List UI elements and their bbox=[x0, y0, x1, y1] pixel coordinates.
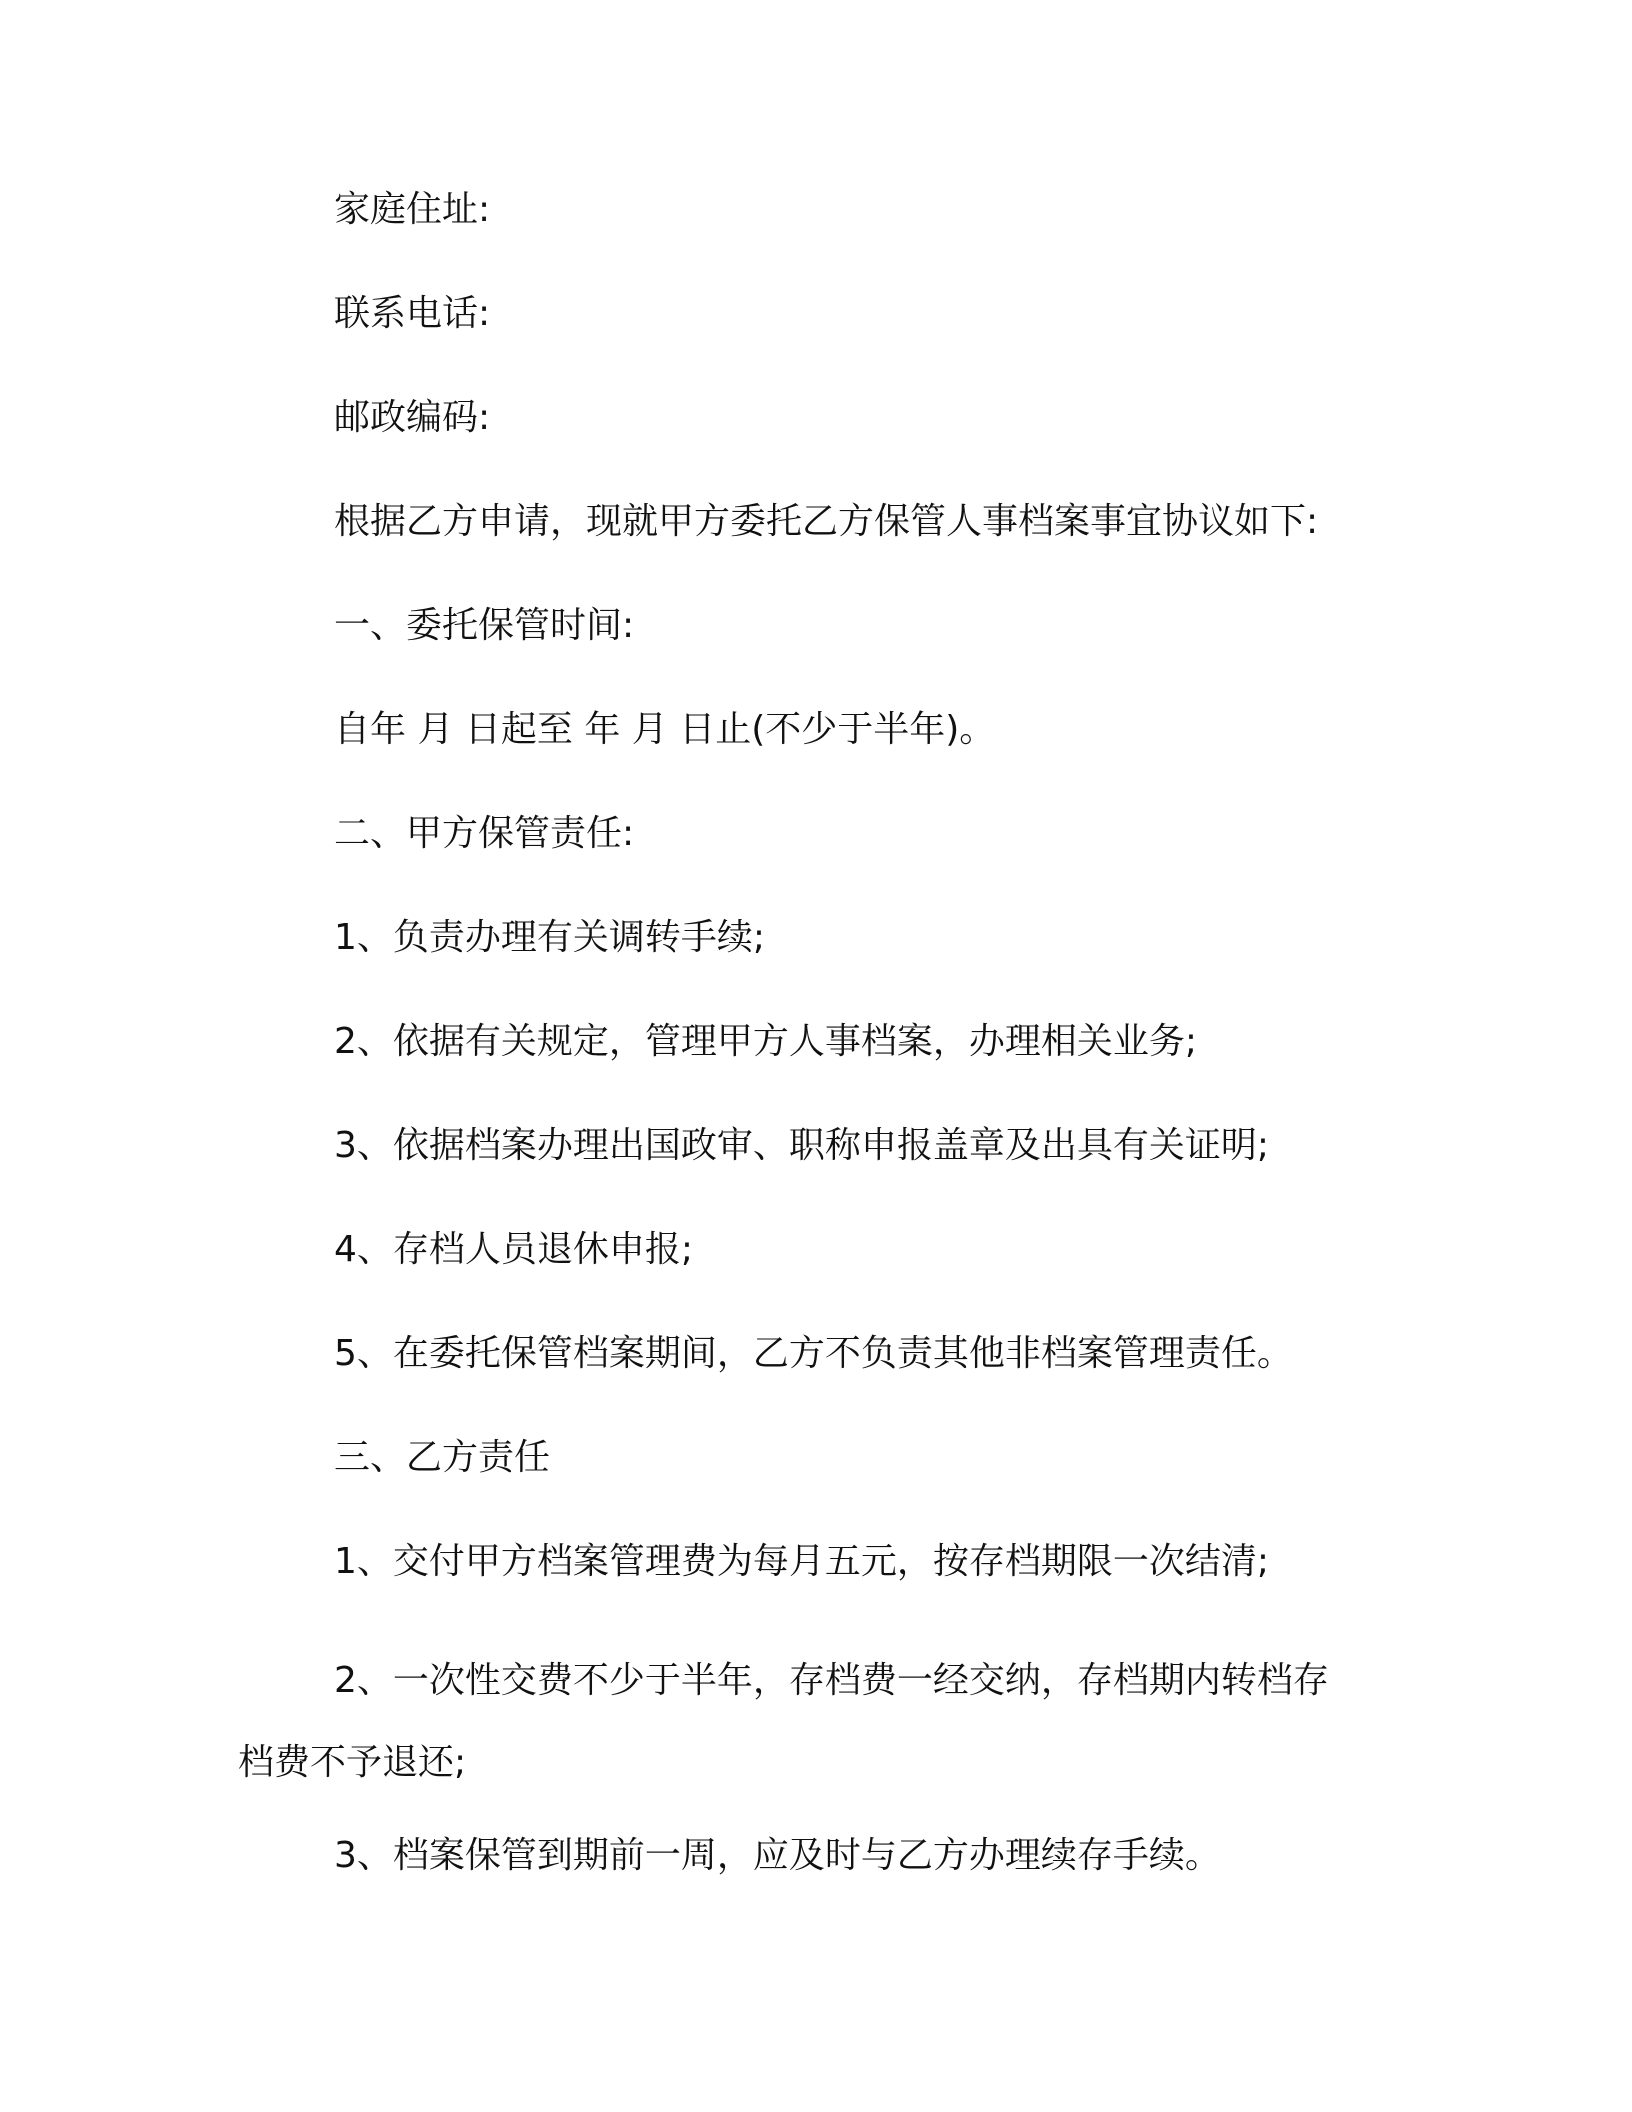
party-a-duty-4: 4、存档人员退休申报; bbox=[334, 1229, 694, 1270]
party-b-duty-1: 1、交付甲方档案管理费为每月五元，按存档期限一次结清; bbox=[334, 1541, 1270, 1582]
section-1-heading: 一、委托保管时间: bbox=[334, 605, 635, 646]
party-b-duty-2: 2、一次性交费不少于半年，存档费一经交纳，存档期内转档存档费不予退还; bbox=[238, 1660, 1329, 1783]
contact-phone-label: 联系电话: bbox=[334, 293, 491, 334]
agreement-intro: 根据乙方申请，现就甲方委托乙方保管人事档案事宜协议如下: bbox=[334, 501, 1319, 542]
home-address-label: 家庭住址: bbox=[334, 189, 491, 230]
postal-code-label: 邮政编码: bbox=[334, 397, 491, 438]
party-a-duty-5: 5、在委托保管档案期间，乙方不负责其他非档案管理责任。 bbox=[334, 1333, 1293, 1374]
section-2-heading: 二、甲方保管责任: bbox=[334, 813, 635, 854]
party-a-duty-1: 1、负责办理有关调转手续; bbox=[334, 917, 766, 958]
section-3-heading: 三、乙方责任 bbox=[334, 1437, 551, 1478]
custody-period: 自年 月 日起至 年 月 日止(不少于半年)。 bbox=[334, 709, 996, 750]
party-a-duty-3: 3、依据档案办理出国政审、职称申报盖章及出具有关证明; bbox=[334, 1125, 1270, 1166]
party-b-duty-3: 3、档案保管到期前一周，应及时与乙方办理续存手续。 bbox=[334, 1835, 1221, 1876]
document-body bbox=[238, 184, 1358, 1934]
party-a-duty-2: 2、依据有关规定，管理甲方人事档案，办理相关业务; bbox=[334, 1021, 1198, 1062]
